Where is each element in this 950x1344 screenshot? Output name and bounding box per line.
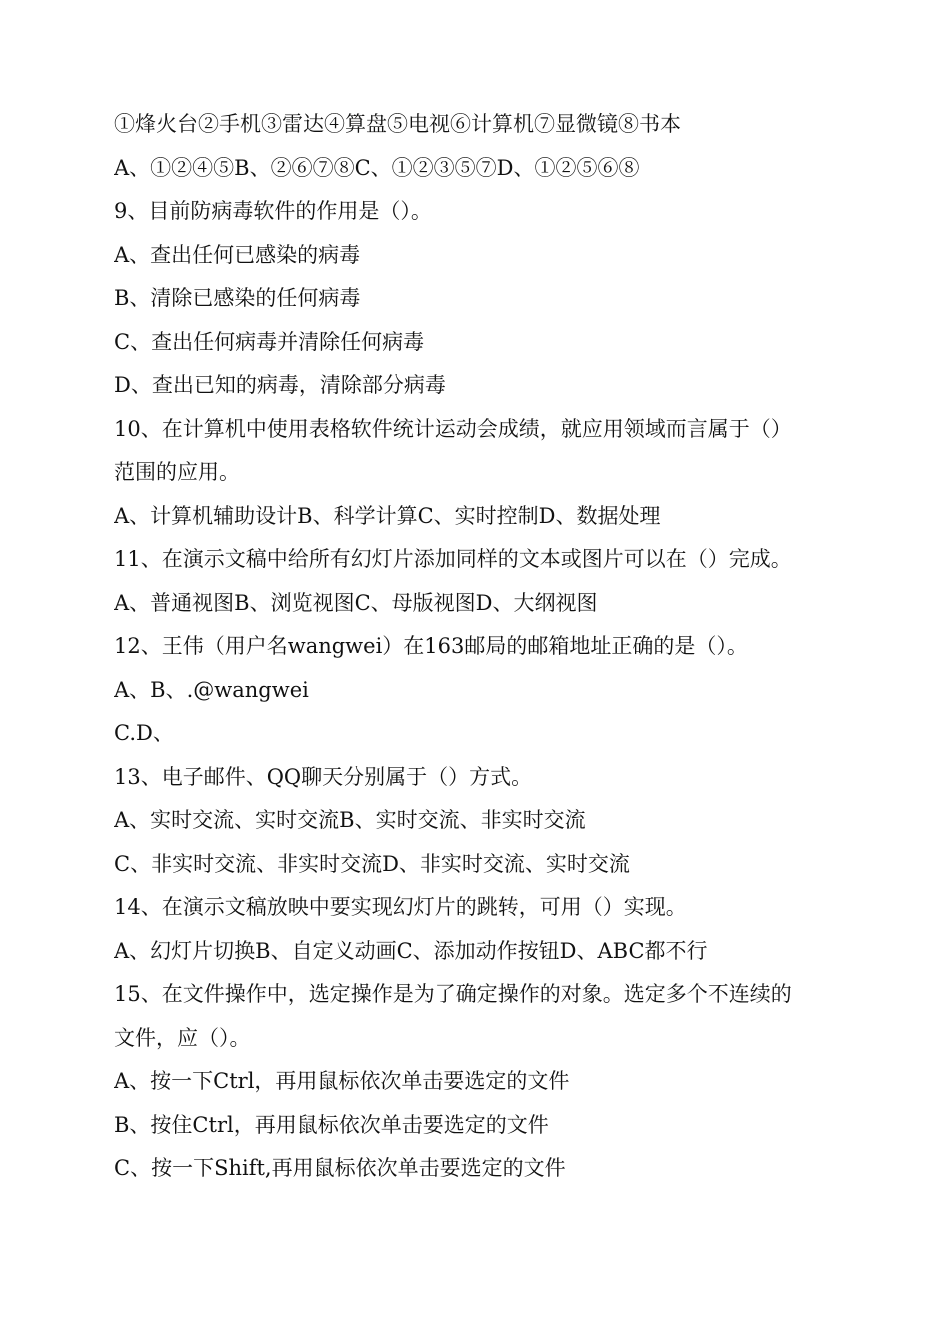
option-line: A、计算机辅助设计B、科学计算C、实时控制D、数据处理	[114, 503, 661, 528]
document-body	[114, 103, 844, 1191]
text-line: ①烽火台②手机③雷达④算盘⑤电视⑥计算机⑦显微镜⑧书本	[114, 112, 681, 136]
question-10: 10、在计算机中使用表格软件统计运动会成绩，就应用领域而言属于（）	[114, 416, 792, 441]
option-line: C、按一下Shift,再用鼠标依次单击要选定的文件	[114, 1156, 566, 1180]
option-line: A、B、.@wangwei	[114, 677, 309, 702]
option-line: C、查出任何病毒并清除任何病毒	[114, 329, 425, 354]
option-line: C.D、	[114, 721, 174, 745]
option-line: C、非实时交流、非实时交流D、非实时交流、实时交流	[114, 851, 630, 876]
question-13: 13、电子邮件、QQ聊天分别属于（）方式。	[114, 764, 533, 789]
option-line: D、查出已知的病毒，清除部分病毒	[114, 373, 446, 397]
question-15-continued: 文件，应（）。	[114, 1025, 251, 1050]
option-line: B、清除已感染的任何病毒	[114, 286, 361, 310]
question-14: 14、在演示文稿放映中要实现幻灯片的跳转，可用（）实现。	[114, 895, 687, 919]
question-10-continued: 范围的应用。	[114, 460, 240, 484]
question-15: 15、在文件操作中，选定操作是为了确定操作的对象。选定多个不连续的	[114, 982, 792, 1006]
text-line: A、①②④⑤B、②⑥⑦⑧C、①②③⑤⑦D、①②⑤⑥⑧	[114, 155, 640, 180]
option-line: A、实时交流、实时交流B、实时交流、非实时交流	[114, 808, 586, 832]
option-line: B、按住Ctrl，再用鼠标依次单击要选定的文件	[114, 1112, 549, 1137]
option-line: A、按一下Ctrl，再用鼠标依次单击要选定的文件	[114, 1069, 570, 1093]
question-11: 11、在演示文稿中给所有幻灯片添加同样的文本或图片可以在（）完成。	[114, 547, 792, 571]
option-line: A、查出任何已感染的病毒	[114, 242, 361, 267]
question-12: 12、王伟（用户名wangwei）在163邮局的邮箱地址正确的是（）。	[114, 634, 748, 658]
option-line: A、普通视图B、浏览视图C、母版视图D、大纲视图	[114, 590, 598, 615]
question-9: 9、目前防病毒软件的作用是（）。	[114, 199, 432, 223]
option-line: A、幻灯片切换B、自定义动画C、添加动作按钮D、ABC都不行	[114, 938, 708, 963]
